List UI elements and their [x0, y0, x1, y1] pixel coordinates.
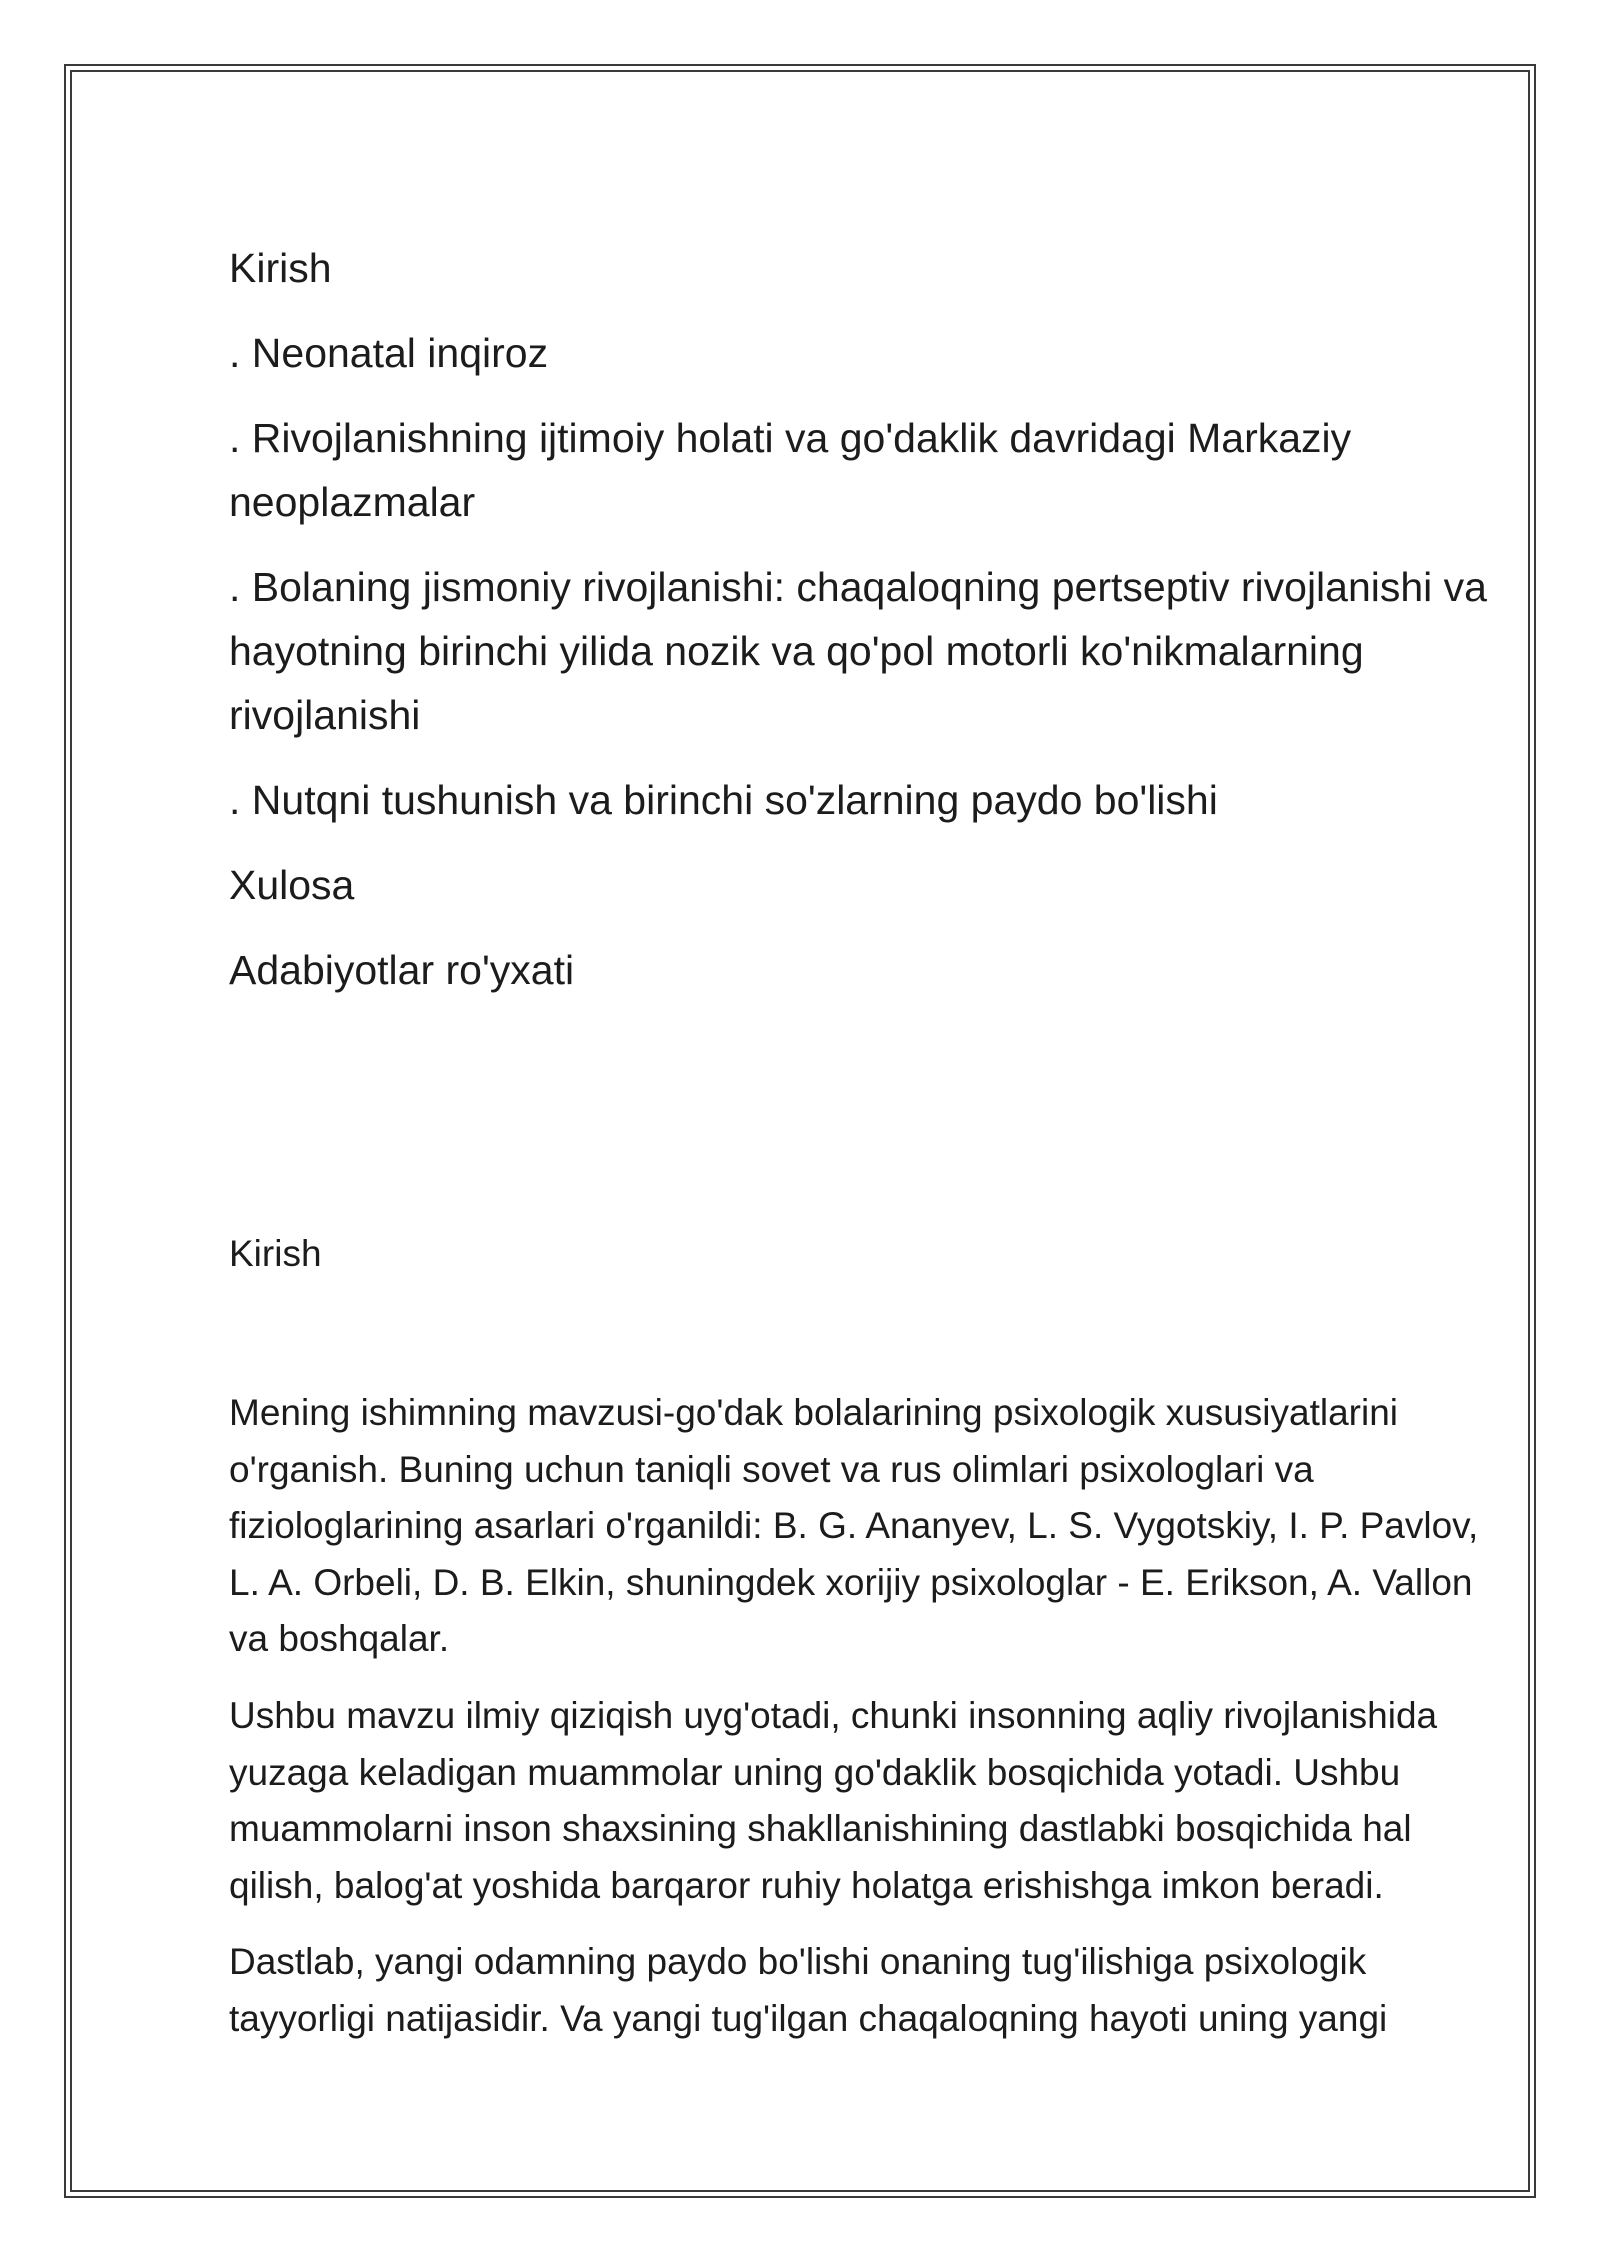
toc-item-introduction: Kirish [229, 245, 332, 291]
toc-item-conclusion: Xulosa [229, 862, 355, 908]
document-page [229, 236, 1489, 2068]
paragraph: Dastlab, yangi odamning paydo bo'lishi onaning tug'ilishiga psixologik tayyorligi natijasidir. Va yangi tug'ilgan chaqaloqning hayoti uning yangi [229, 1941, 1388, 2039]
section-heading: Kirish [229, 1233, 322, 1274]
paragraph: Mening ishimning mavzusi-go'dak bolalarining psixologik xususiyatlarini o'rganish. Buning uchun taniqli sovet va rus olimlari psixologlari va fiziologlarining asarlari o'rganildi: B. G. Ananyev, L. S. Vygotskiy, I. P. Pavlov, L. A. Orbeli, D. B. Elkin, shuningdek xorijiy psixologlar - E. Erikson, A. Vallon va boshqalar. [229, 1392, 1479, 1660]
table-of-contents [229, 236, 1489, 1002]
toc-item-references: Adabiyotlar ro'yxati [229, 947, 575, 993]
toc-item-physical-development: . Bolaning jismoniy rivojlanishi: chaqaloqning pertseptiv rivojlanishi va hayotning birinchi yilida nozik va qo'pol motorli ko'nikmalarning rivojlanishi [229, 564, 1487, 738]
section-body [229, 1385, 1489, 2048]
toc-item-speech-understanding: . Nutqni tushunish va birinchi so'zlarning paydo bo'lishi [229, 777, 1218, 823]
toc-item-neonatal-crisis: . Neonatal inqiroz [229, 330, 549, 376]
toc-item-social-situation: . Rivojlanishning ijtimoiy holati va go'daklik davridagi Markaziy neoplazmalar [229, 415, 1352, 525]
paragraph: Ushbu mavzu ilmiy qiziqish uyg'otadi, chunki insonning aqliy rivojlanishida yuzaga keladigan muammolar uning go'daklik bosqichida yotadi. Ushbu muammolarni inson shaxsining shakllanishining dastlabki bosqichida hal qilish, balog'at yoshida barqaror ruhiy holatga erishishga imkon beradi. [229, 1694, 1438, 1906]
